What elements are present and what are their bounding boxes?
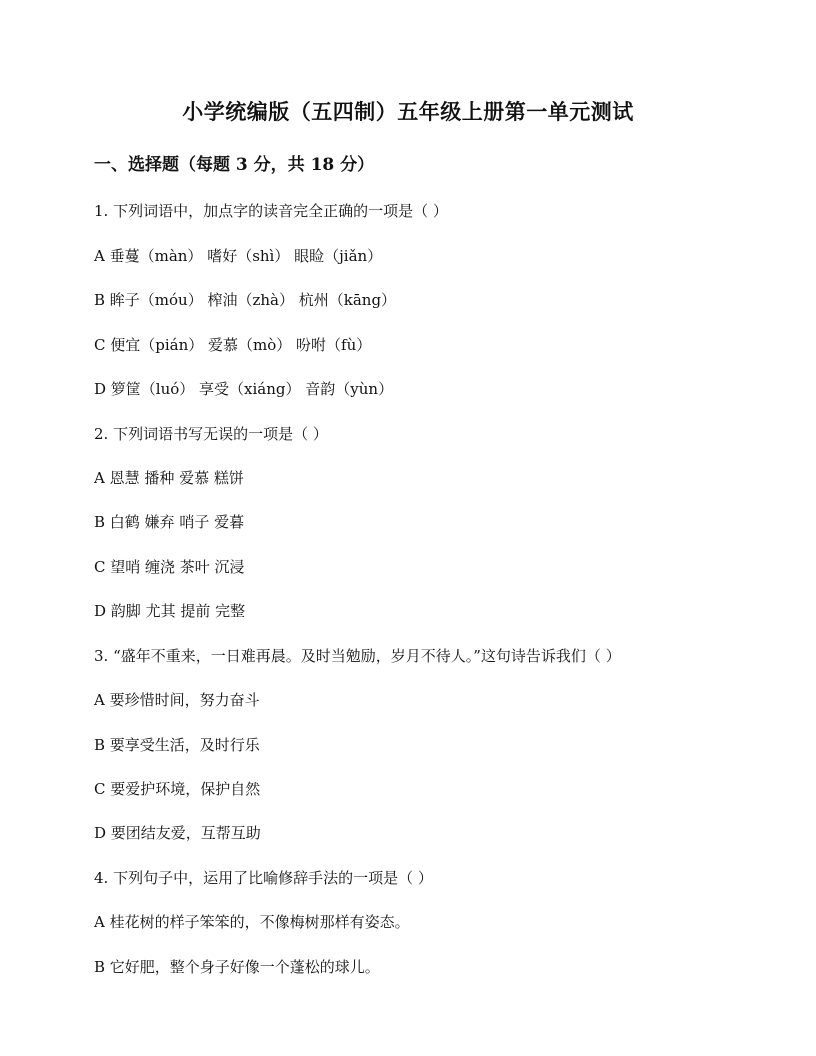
question-2-option-b: B 白鹤 嫌弃 哨子 爱暮 (94, 513, 245, 531)
question-1-stem: 1. 下列词语中，加点字的读音完全正确的一项是（ ） (94, 202, 448, 220)
question-1-option-b: B 眸子（móu） 榨油（zhà） 杭州（kāng） (94, 291, 397, 309)
question-1-option-a: A 垂蔓（màn） 嗜好（shì） 眼睑（jiǎn） (94, 247, 383, 265)
question-3-option-c: C 要爱护环境，保护自然 (94, 780, 261, 798)
question-1-option-c: C 便宜（pián） 爱慕（mò） 吩咐（fù） (94, 336, 372, 354)
section-heading: 一、选择题（每题 3 分，共 18 分） (94, 155, 375, 175)
question-2-option-a: A 恩慧 播种 爱慕 糕饼 (94, 469, 244, 487)
question-4-option-a: A 桂花树的样子笨笨的，不像梅树那样有姿态。 (94, 913, 410, 931)
question-3-stem: 3. “盛年不重来，一日难再晨。及时当勉励，岁月不待人。”这句诗告诉我们（ ） (94, 647, 621, 665)
question-3-option-d: D 要团结友爱，互帮互助 (94, 824, 261, 842)
question-4-option-b: B 它好肥，整个身子好像一个蓬松的球儿。 (94, 958, 380, 976)
question-3-option-a: A 要珍惜时间，努力奋斗 (94, 691, 260, 709)
question-4-stem: 4. 下列句子中，运用了比喻修辞手法的一项是（ ） (94, 869, 433, 887)
question-3-option-b: B 要享受生活，及时行乐 (94, 736, 260, 754)
document-title: 小学统编版（五四制）五年级上册第一单元测试 (182, 99, 634, 124)
question-1-option-d: D 箩筐（luó） 享受（xiáng） 音韵（yùn） (94, 380, 394, 398)
question-2-option-d: D 韵脚 尤其 提前 完整 (94, 602, 246, 620)
question-2-option-c: C 望哨 缠浇 茶叶 沉浸 (94, 558, 245, 576)
question-2-stem: 2. 下列词语书写无误的一项是（ ） (94, 425, 328, 443)
